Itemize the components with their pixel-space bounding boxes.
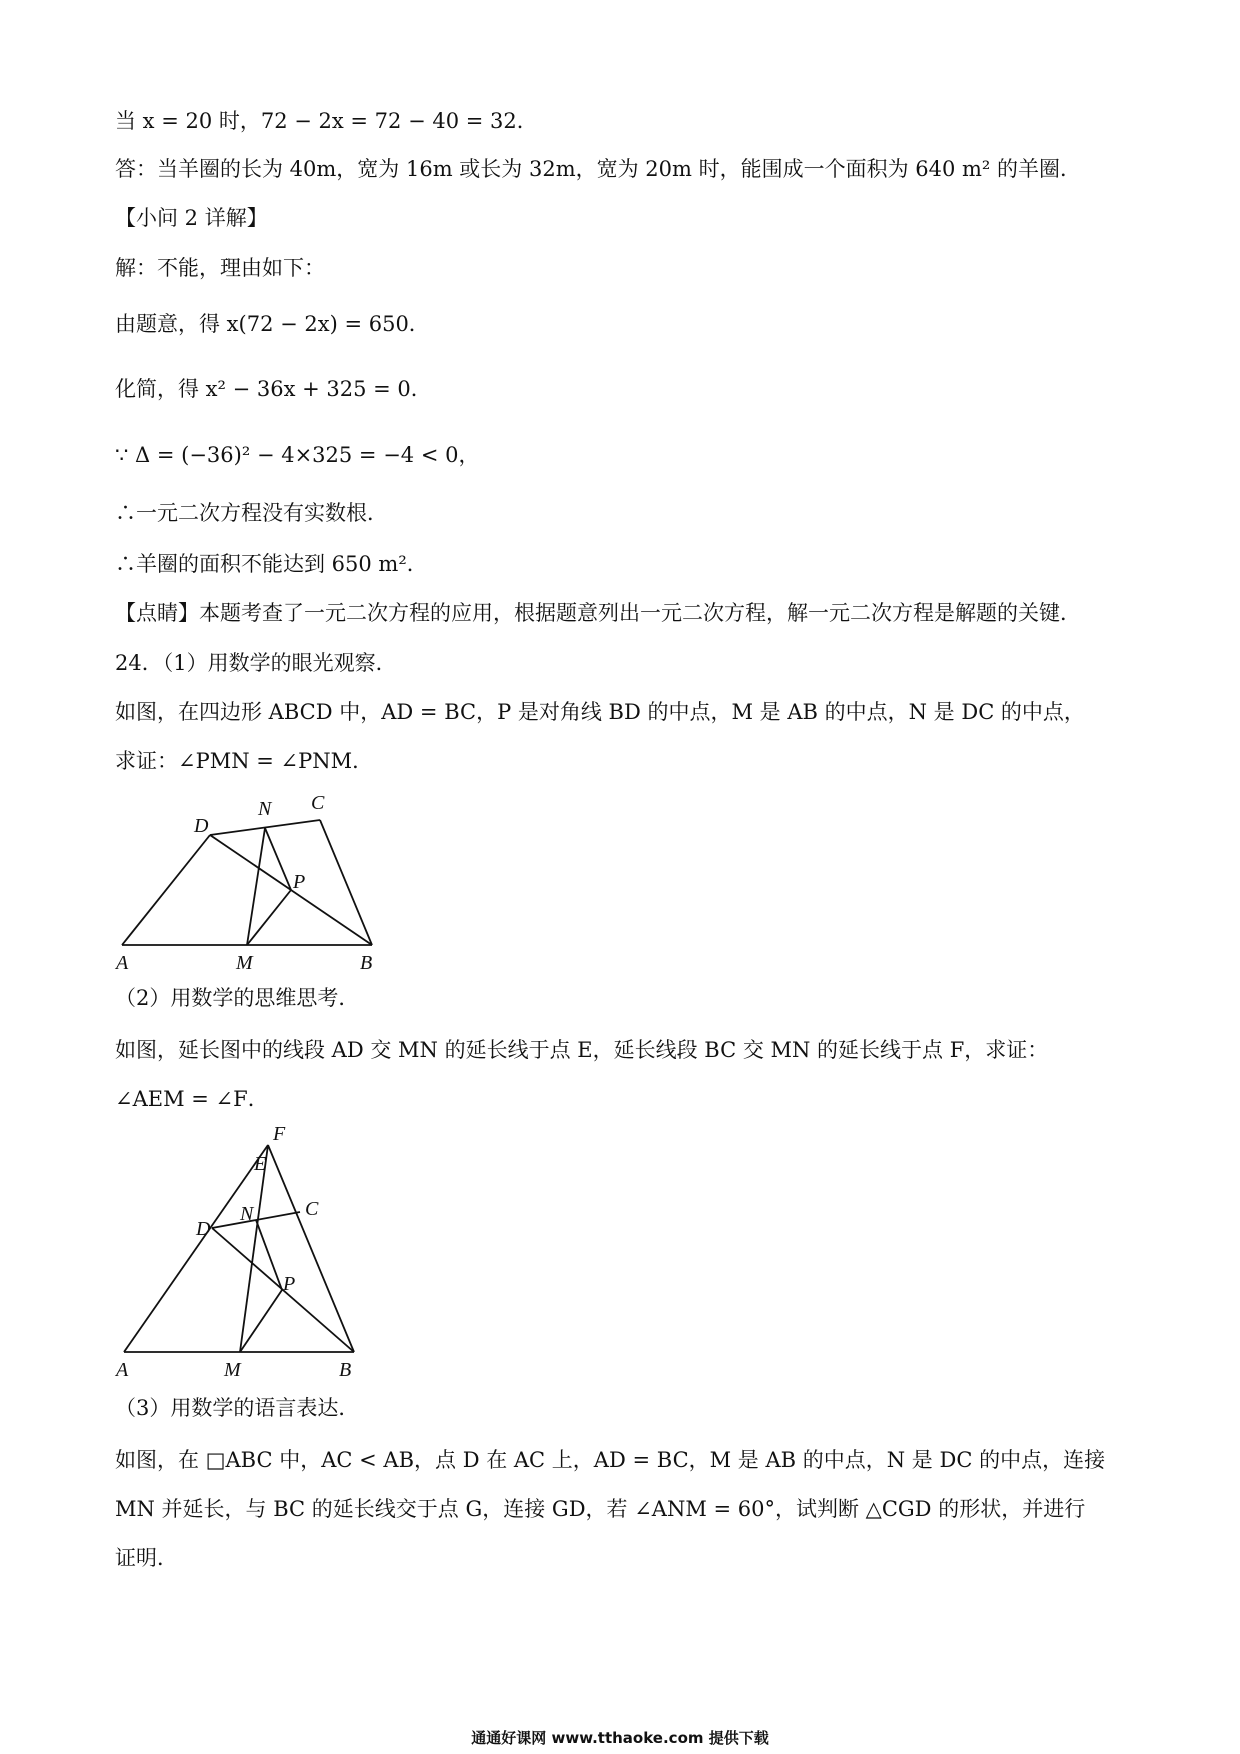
figure-quadrilateral	[110, 775, 390, 975]
problem-24-part1: 如图，在四边形 ABCD 中，AD = BC，P 是对角线 BD 的中点，M 是 AB 的中点，N 是 DC 的中点，	[115, 700, 1085, 724]
problem-24-part2-desc: 如图，延长图中的线段 AD 交 MN 的延长线于点 E，延长线段 BC 交 MN 的延长线于点 F，求证：	[115, 1038, 1049, 1062]
problem-24-prove2: ∠AEM = ∠F．	[115, 1087, 269, 1111]
problem-24-part3: （3）用数学的语言表达．	[115, 1396, 360, 1420]
comment-line: 【点睛】本题考查了一元二次方程的应用，根据题意列出一元二次方程，解一元二次方程是解题的关键．	[115, 601, 1081, 625]
figure-extended	[110, 1120, 370, 1390]
equation-line-2: 化简，得 x² − 36x + 325 = 0．	[115, 377, 432, 401]
label-D: D	[196, 1218, 211, 1240]
label-B: B	[339, 1359, 352, 1381]
label-A: A	[116, 1359, 129, 1381]
label-A: A	[116, 952, 129, 974]
label-D: D	[194, 815, 209, 837]
label-C: C	[305, 1198, 319, 1220]
problem-24-title: 24．（1）用数学的眼光观察．	[115, 651, 397, 675]
section-heading-q2: 【小问 2 详解】	[115, 206, 268, 230]
problem-24-part3-desc-2: MN 并延长，与 BC 的延长线交于点 G，连接 GD，若 ∠ANM = 60°，试判断 △CGD 的形状，并进行	[115, 1497, 1086, 1521]
label-M: M	[224, 1359, 241, 1381]
label-N: N	[240, 1203, 254, 1225]
problem-24-part3-desc-1: 如图，在 □ABC 中，AC < AB，点 D 在 AC 上，AD = BC，M 是 AB 的中点，N 是 DC 的中点，连接	[115, 1448, 1106, 1472]
footer-watermark: 通通好课网 www.tthaoke.com 提供下载	[471, 1729, 769, 1747]
equation-line-1: 由题意，得 x(72 − 2x) = 650．	[115, 312, 430, 336]
problem-24-part3-desc-3: 证明．	[115, 1546, 178, 1570]
text-line-2: 答：当羊圈的长为 40m，宽为 16m 或长为 32m，宽为 20m 时，能围成一个面积为 640 m² 的羊圈．	[115, 157, 1082, 181]
label-M: M	[236, 952, 253, 974]
label-N: N	[258, 798, 272, 820]
text-line-4: 解：不能，理由如下：	[115, 256, 325, 280]
label-F: F	[273, 1123, 286, 1145]
label-P: P	[293, 871, 306, 893]
text-line-8: ∴一元二次方程没有实数根．	[115, 501, 388, 525]
label-C: C	[311, 792, 325, 814]
equation-line-3: ∵ Δ = (−36)² − 4×325 = −4 < 0，	[115, 443, 480, 467]
label-B: B	[360, 952, 373, 974]
problem-24-prove1: 求证：∠PMN = ∠PNM．	[115, 749, 374, 773]
text-line-9: ∴羊圈的面积不能达到 650 m²．	[115, 552, 428, 576]
label-E: E	[254, 1153, 267, 1175]
label-P: P	[283, 1273, 296, 1295]
text-line-1: 当 x = 20 时，72 − 2x = 72 − 40 = 32．	[115, 109, 538, 133]
problem-24-part2: （2）用数学的思维思考．	[115, 986, 360, 1010]
